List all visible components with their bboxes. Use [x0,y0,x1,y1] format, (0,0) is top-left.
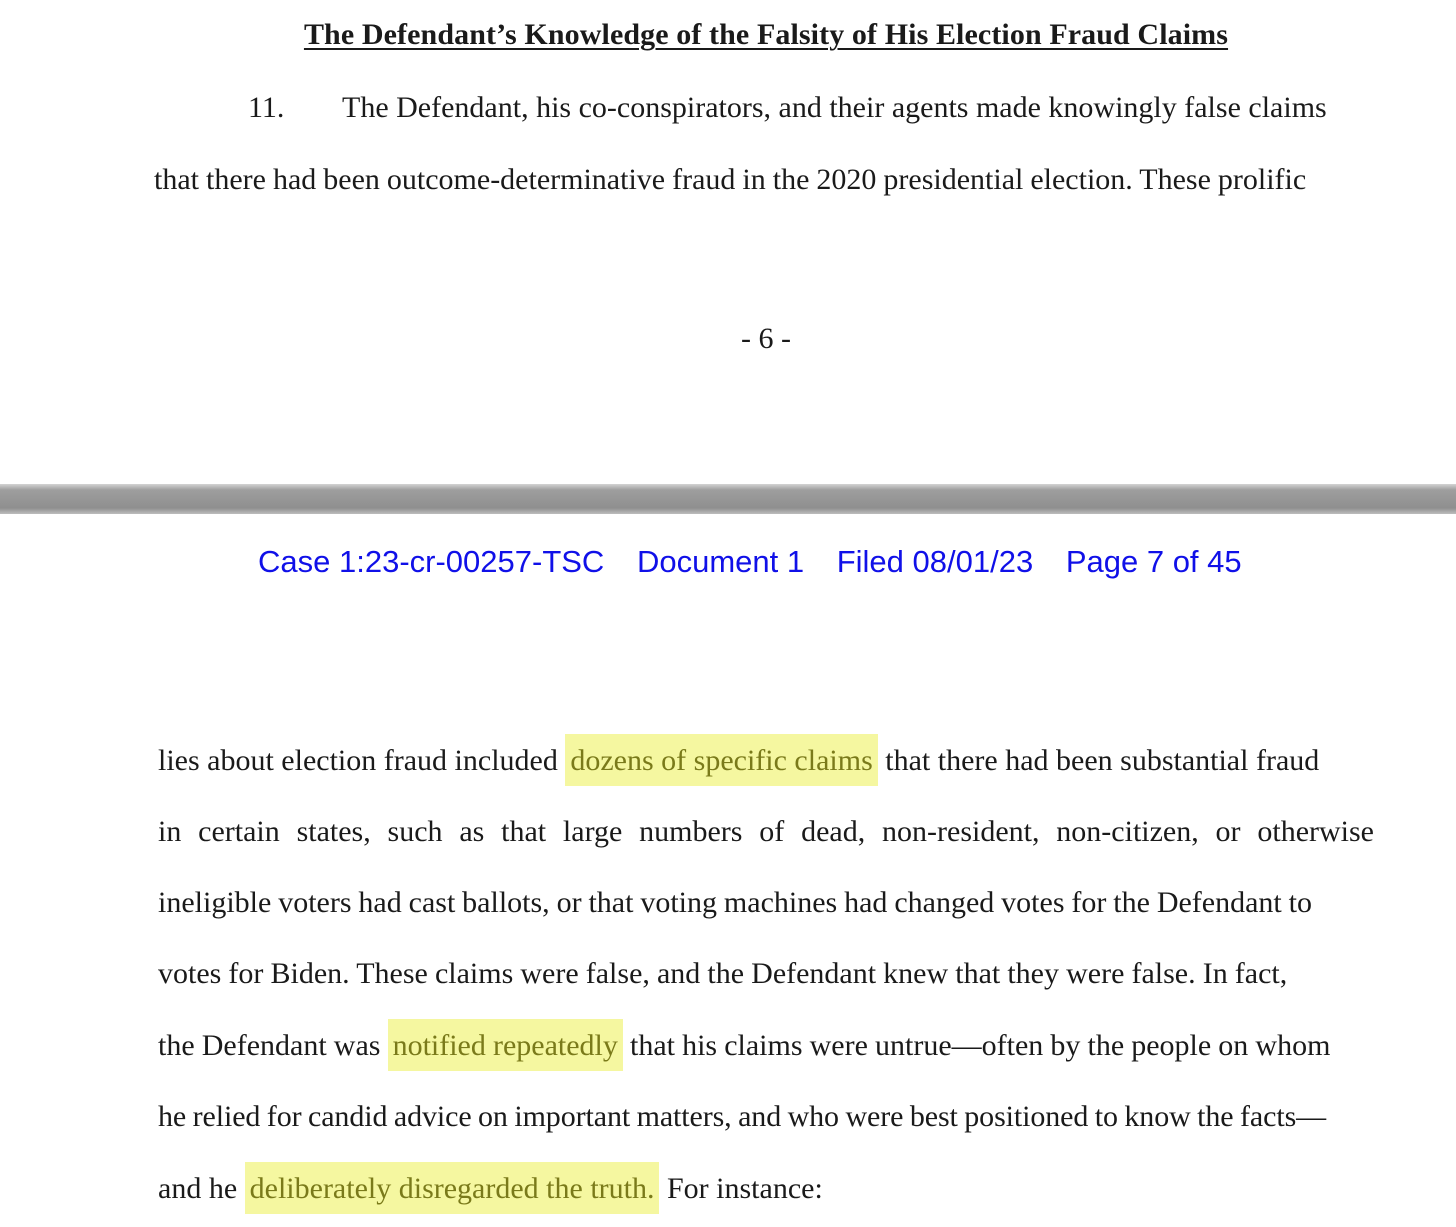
page7-line-6: he relied for candid advice on important matters, and who were best positioned to know the facts— [158,1100,1327,1133]
page7-line-2: in certain states, such as that large numbers of dead, non-resident, non-citizen, or otherwise [158,815,1374,848]
page-count: Page 7 of 45 [1065,544,1242,579]
page7-line-4: votes for Biden. These claims were false, and the Defendant knew that they were false. In fact, [158,957,1288,990]
line7-text-pre: and he [158,1172,238,1205]
page-6-section [0,0,1456,484]
line1-text-post: that there had been substantial fraud [885,744,1320,777]
section-heading: The Defendant’s Knowledge of the Falsity of His Election Fraud Claims [303,18,1229,51]
line1-text-pre: lies about election fraud included [158,744,558,777]
page7-line-3: ineligible voters had cast ballots, or that voting machines had changed votes for the Defendant to [158,886,1312,919]
line7-text-post: For instance: [659,1172,823,1205]
page7-line-7 [158,1171,823,1207]
page-divider [0,484,1456,514]
page-number: - 6 - [741,322,791,355]
highlight-deliberately-disregarded: deliberately disregarded the truth. [245,1162,660,1214]
case-header [258,543,1242,581]
line5-text-pre: the Defendant was [158,1029,381,1062]
highlight-notified-repeatedly: notified repeatedly [388,1019,623,1071]
document-number: Document 1 [636,544,805,579]
paragraph-number: 11. [248,91,285,124]
filed-date: Filed 08/01/23 [836,544,1034,579]
highlight-dozens-of-specific-claims: dozens of specific claims [565,734,877,786]
page6-line-2: that there had been outcome-determinative fraud in the 2020 presidential election. These prolific [154,163,1307,196]
page7-line-5 [158,1028,1330,1064]
page7-line-1 [158,743,1319,779]
line5-text-post: that his claims were untrue—often by the people on whom [630,1029,1331,1062]
page6-line-1: The Defendant, his co-conspirators, and their agents made knowingly false claims [342,91,1327,124]
case-number: Case 1:23-cr-00257-TSC [258,544,605,579]
